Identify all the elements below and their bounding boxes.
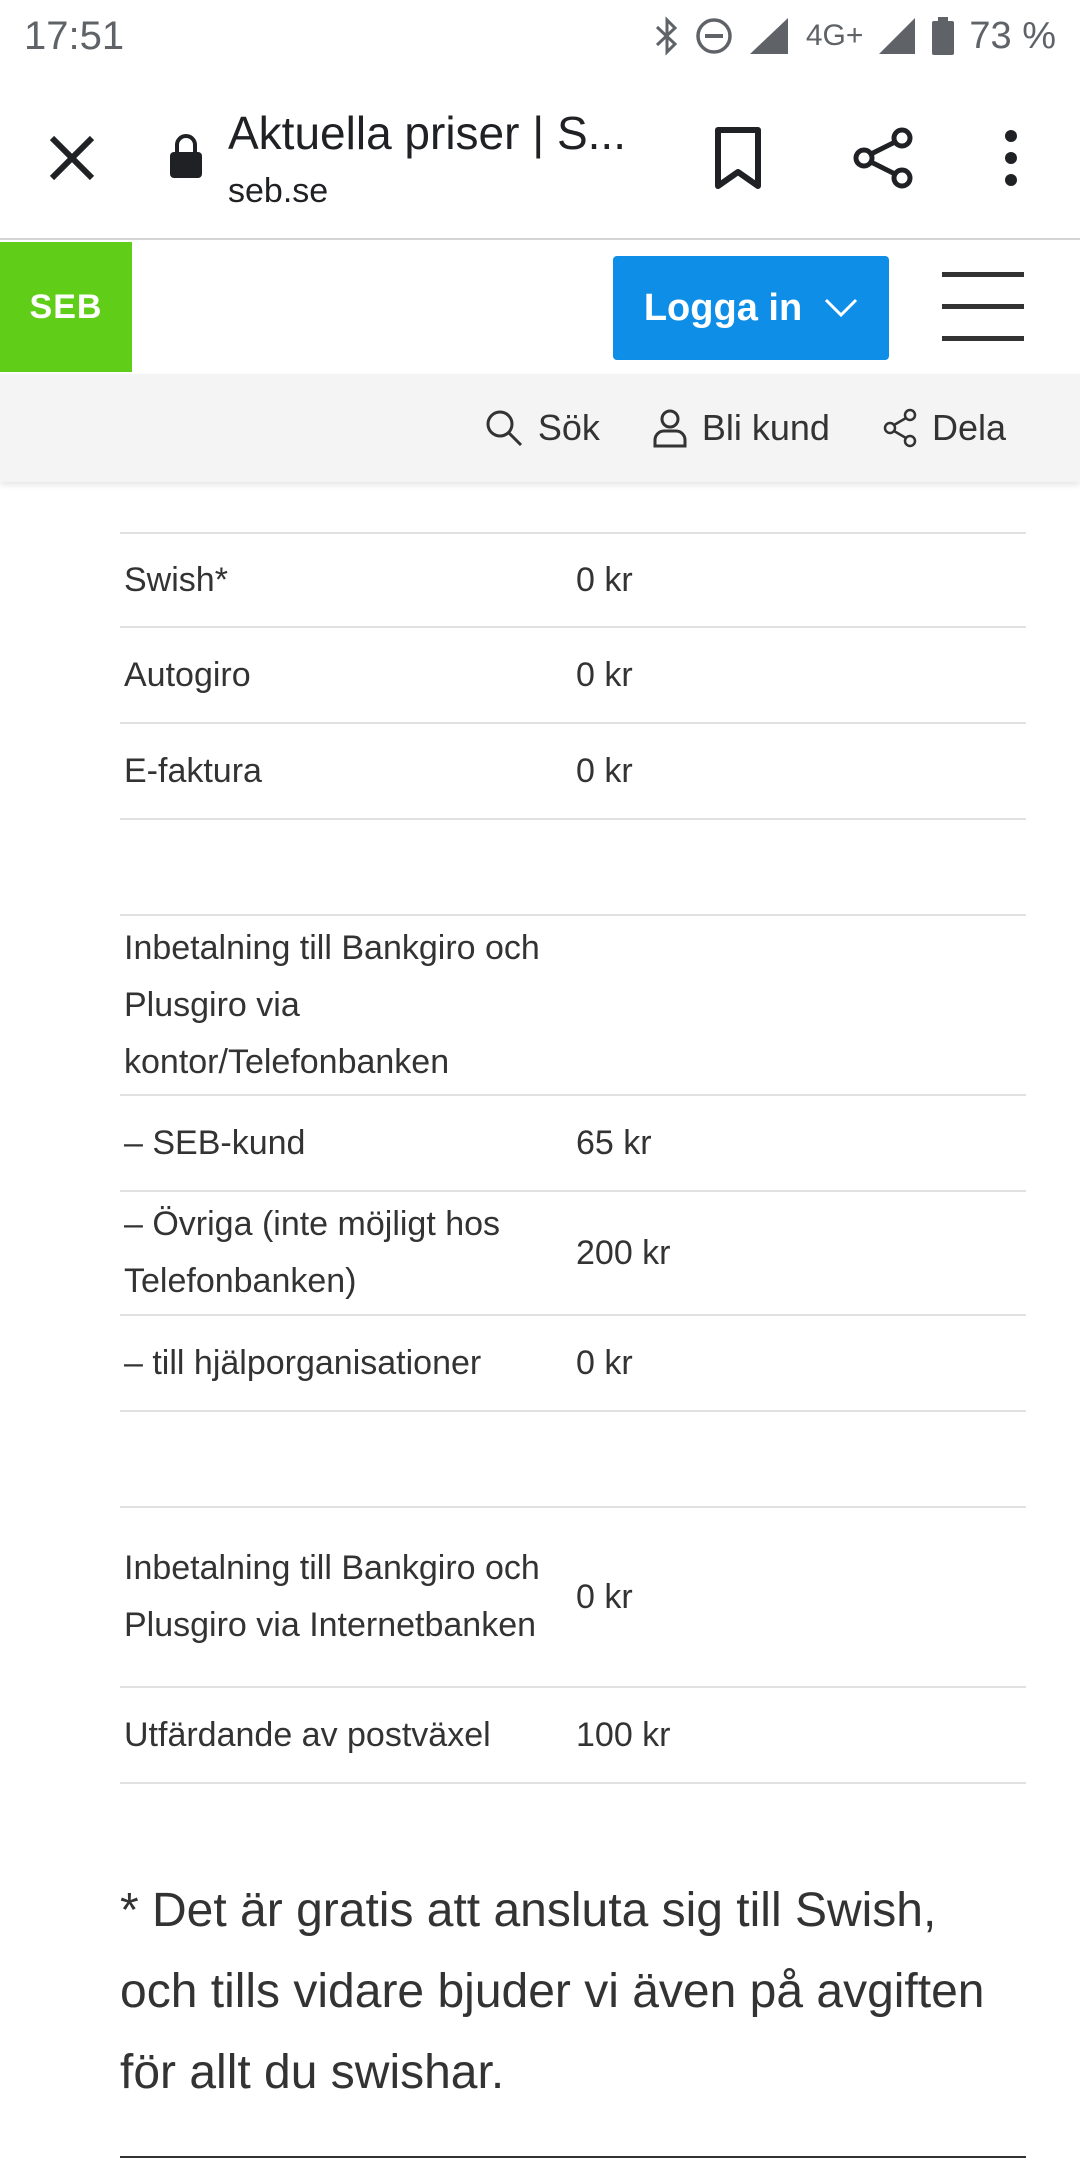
table-row (120, 628, 1026, 724)
row-label: Inbetalning till Bankgiro och Plusgiro via kontor/Telefonbanken (124, 928, 540, 1081)
bookmark-icon[interactable] (712, 126, 764, 190)
table-row (120, 1192, 1026, 1316)
browser-toolbar (0, 72, 1080, 240)
share-label: Dela (931, 407, 1006, 448)
hamburger-menu-icon[interactable] (942, 270, 1024, 342)
row-value: 100 kr (576, 1715, 671, 1754)
site-header (0, 240, 1080, 372)
row-value: 200 kr (576, 1233, 671, 1272)
row-label: Inbetalning till Bankgiro och Plusgiro via Internetbanken (124, 1549, 540, 1644)
row-value: 0 kr (576, 751, 633, 790)
table-row-empty (120, 1412, 1026, 1508)
row-value: 0 kr (576, 1343, 633, 1382)
secondary-nav (0, 374, 1080, 482)
row-label: E-faktura (124, 751, 262, 790)
user-icon (652, 408, 688, 448)
network-type: 4G+ (805, 19, 864, 52)
row-label: – till hjälporganisationer (124, 1343, 482, 1382)
table-row (120, 1688, 1026, 1784)
chevron-down-icon (824, 298, 858, 318)
more-options-icon[interactable] (996, 126, 1026, 190)
status-bar (0, 0, 1080, 72)
price-table (120, 532, 1026, 1784)
search-label: Sök (537, 407, 600, 448)
table-row (120, 1508, 1026, 1688)
signal-icon (748, 16, 792, 56)
table-row (120, 916, 1026, 1096)
page-title[interactable]: Aktuella priser | S... (228, 107, 626, 159)
row-label: – Övriga (inte möjligt hos Telefonbanken) (124, 1205, 501, 1300)
login-button[interactable] (613, 256, 889, 360)
row-label: Utfärdande av postväxel (124, 1715, 491, 1754)
status-icons (654, 15, 1056, 58)
signal-icon-secondary (877, 16, 917, 56)
row-label: Swish* (124, 560, 228, 599)
share-small-icon (882, 408, 918, 448)
lock-icon (168, 132, 204, 180)
battery-level: 73 % (969, 14, 1056, 57)
battery-icon (931, 16, 955, 56)
search-link[interactable] (484, 407, 600, 449)
row-value: 0 kr (576, 560, 633, 599)
share-link[interactable] (882, 407, 1006, 449)
seb-logo[interactable]: SEB (0, 242, 132, 372)
do-not-disturb-icon (694, 16, 734, 56)
share-icon[interactable] (852, 126, 914, 190)
bluetooth-icon (654, 16, 680, 56)
row-value: 0 kr (576, 1577, 633, 1616)
table-row (120, 532, 1026, 628)
table-row (120, 1316, 1026, 1412)
become-customer-label: Bli kund (701, 407, 830, 448)
table-row (120, 1096, 1026, 1192)
status-time: 17:51 (24, 13, 125, 58)
row-label: – SEB-kund (124, 1123, 306, 1162)
become-customer-link[interactable] (652, 407, 830, 449)
table-row-empty (120, 820, 1026, 916)
page-url[interactable]: seb.se (228, 172, 329, 210)
swish-footnote: * Det är gratis att ansluta sig till Swish, och tills vidare bjuder vi även på avgiften för allt du swishar. (120, 1884, 985, 2099)
search-icon (484, 408, 524, 448)
row-label: Autogiro (124, 655, 251, 694)
row-value: 0 kr (576, 655, 633, 694)
table-row (120, 724, 1026, 820)
row-value: 65 kr (576, 1123, 652, 1162)
login-label: Logga in (643, 286, 803, 329)
close-icon[interactable] (42, 128, 102, 188)
divider (120, 2156, 1026, 2158)
